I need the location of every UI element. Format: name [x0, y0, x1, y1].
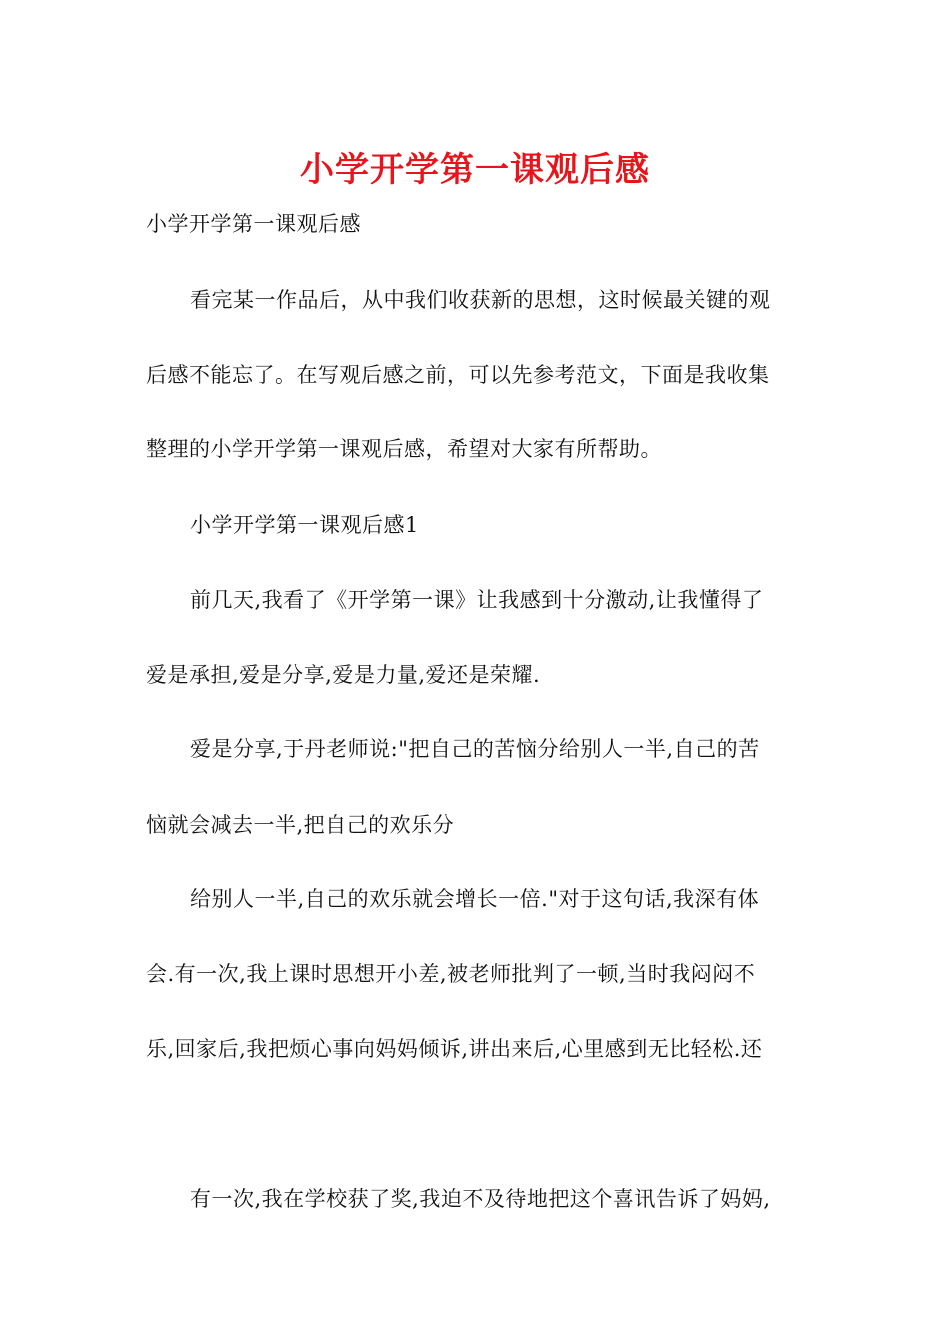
- paragraph-line: 乐,回家后,我把烦心事向妈妈倾诉,讲出来后,心里感到无比轻松.还: [146, 1037, 763, 1061]
- subtitle-line: 小学开学第一课观后感: [146, 212, 361, 236]
- document-title: 小学开学第一课观后感: [300, 150, 650, 190]
- paragraph-line: 后感不能忘了。在写观后感之前，可以先参考范文，下面是我收集: [146, 363, 770, 387]
- paragraph-line: 会.有一次,我上课时思想开小差,被老师批判了一顿,当时我闷闷不: [146, 962, 756, 986]
- paragraph-line: 爱是承担,爱是分享,爱是力量,爱还是荣耀.: [146, 663, 541, 687]
- paragraph-line: 前几天,我看了《开学第一课》让我感到十分激动,让我懂得了: [190, 588, 764, 612]
- paragraph-line: 爱是分享,于丹老师说:"把自己的苦恼分给别人一半,自己的苦: [190, 737, 760, 761]
- paragraph-line: 有一次,我在学校获了奖,我迫不及待地把这个喜讯告诉了妈妈,: [190, 1187, 771, 1211]
- paragraph-line: 看完某一作品后，从中我们收获新的思想，这时候最关键的观: [190, 288, 771, 312]
- paragraph-line: 恼就会减去一半,把自己的欢乐分: [146, 813, 455, 837]
- paragraph-line: 给别人一半,自己的欢乐就会增长一倍."对于这句话,我深有体: [190, 887, 760, 911]
- section-heading: 小学开学第一课观后感1: [190, 513, 419, 537]
- paragraph-line: 整理的小学开学第一课观后感，希望对大家有所帮助。: [146, 437, 662, 461]
